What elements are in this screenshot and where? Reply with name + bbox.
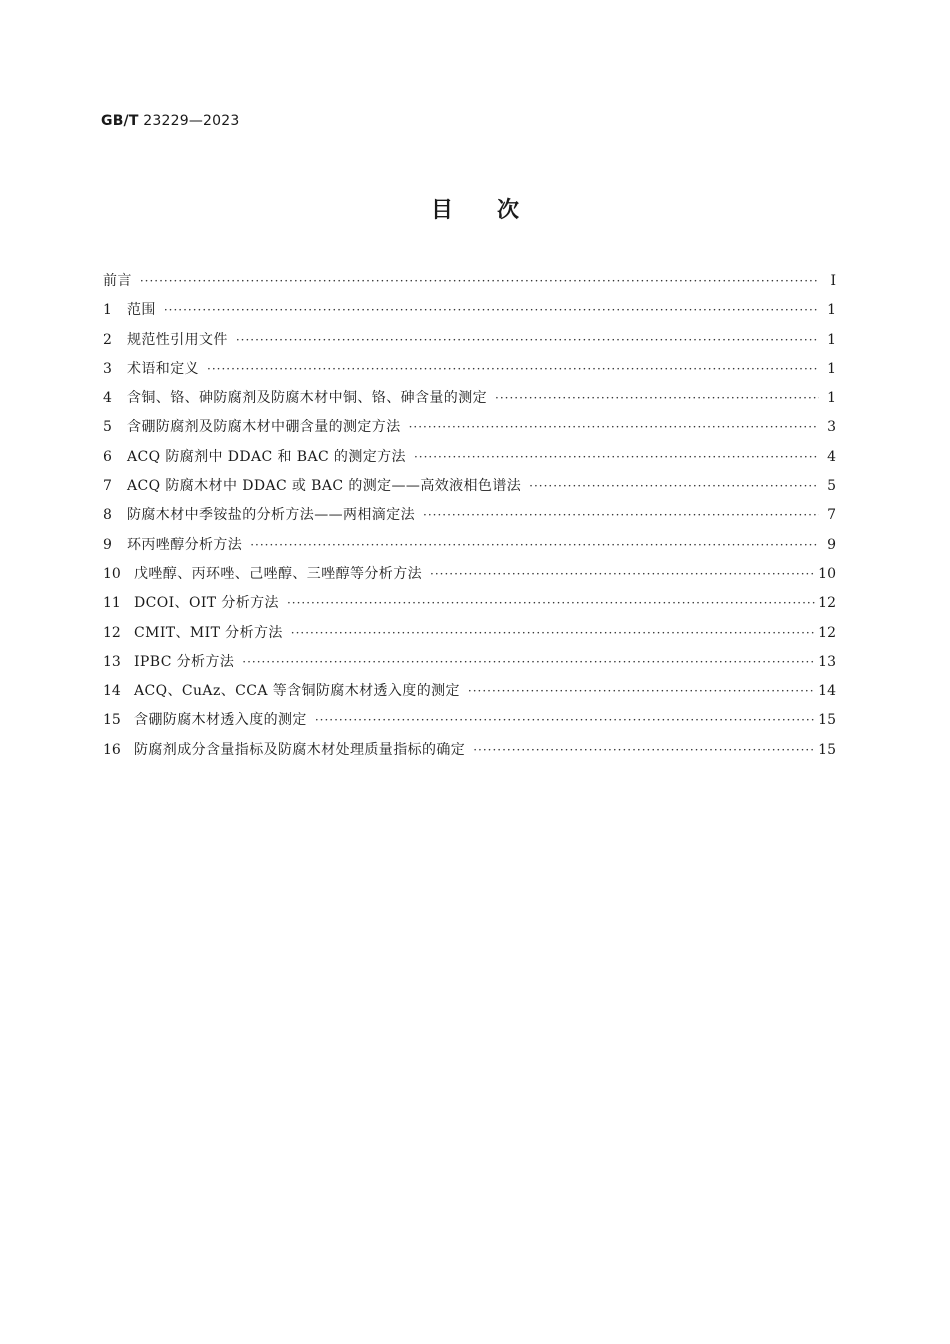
toc-entry-title: ACQ 防腐剂中 DDAC 和 BAC 的测定方法 [127,448,406,465]
toc-entry-number: 6 [103,448,112,465]
toc-dot-leader [414,450,819,464]
toc-dot-leader [140,274,819,288]
standard-number: 23229—2023 [143,113,240,129]
toc-entry[interactable] [103,534,836,563]
toc-entry-title: 含硼防腐木材透入度的测定 [134,712,307,729]
toc-entry-number: 15 [103,712,121,729]
standard-prefix: GB/T [101,113,139,129]
toc-dot-leader [495,391,819,405]
toc-entry[interactable] [103,358,836,387]
toc-entry[interactable] [103,563,836,592]
toc-entry-page: 10 [818,565,836,582]
toc-entry-page: 15 [818,712,836,729]
toc-dot-leader [291,626,815,640]
toc-entry-title: CMIT、MIT 分析方法 [134,624,283,641]
toc-entry-number: 8 [103,507,112,524]
toc-entry-page: 1 [827,390,836,407]
toc-entry-number: 13 [103,653,121,670]
toc-entry-page: 7 [827,507,836,524]
toc-entry-page: 9 [827,536,836,553]
toc-dot-leader [242,655,815,669]
toc-entry-page: Ⅰ [830,273,836,289]
toc-entry-number: 10 [103,565,121,582]
toc-entry[interactable] [103,709,836,738]
toc-entry-number: 5 [103,419,112,436]
toc-entry-title: 防腐木材中季铵盐的分析方法——两相滴定法 [127,507,415,524]
toc-entry[interactable] [103,475,836,504]
toc-entry-title: 防腐剂成分含量指标及防腐木材处理质量指标的确定 [134,741,466,758]
toc-entry-number: 1 [103,302,112,319]
toc-entry-title: 戊唑醇、丙环唑、己唑醇、三唑醇等分析方法 [134,565,422,582]
toc-dot-leader [207,362,819,376]
toc-entry[interactable] [103,387,836,416]
toc-entry-number: 4 [103,390,112,407]
toc-entry[interactable] [103,446,836,475]
toc-entry[interactable] [103,651,836,680]
standard-code [101,113,239,129]
toc-entry[interactable] [103,329,836,358]
toc-entry-title: ACQ 防腐木材中 DDAC 或 BAC 的测定——高效液相色谱法 [127,478,522,495]
table-of-contents [103,270,836,768]
toc-entry-number: 14 [103,683,121,700]
toc-entry-title: 含硼防腐剂及防腐木材中硼含量的测定方法 [127,419,401,436]
toc-entry[interactable] [103,416,836,445]
toc-entry[interactable] [103,299,836,328]
toc-entry-page: 1 [827,360,836,377]
toc-entry-page: 1 [827,302,836,319]
toc-entry-title: 含铜、铬、砷防腐剂及防腐木材中铜、铬、砷含量的测定 [127,390,487,407]
toc-entry[interactable] [103,739,836,768]
toc-dot-leader [409,420,819,434]
toc-entry-page: 13 [818,653,836,670]
toc-dot-leader [529,479,819,493]
toc-entry-number: 3 [103,360,112,377]
toc-entry-page: 12 [818,595,836,612]
toc-entry-number: 2 [103,331,112,348]
toc-entry-title: 前言 [103,273,132,289]
toc-entry-number: 12 [103,624,121,641]
toc-dot-leader [236,333,819,347]
page-title: 目次 [430,198,563,223]
toc-dot-leader [430,567,815,581]
toc-entry[interactable] [103,622,836,651]
toc-entry-title: 规范性引用文件 [127,331,228,348]
toc-entry-page: 3 [827,419,836,436]
toc-dot-leader [468,684,815,698]
toc-entry-title: 术语和定义 [127,360,199,377]
toc-entry-title: 环丙唑醇分析方法 [127,536,243,553]
toc-entry-page: 4 [827,448,836,465]
toc-dot-leader [473,743,815,757]
toc-entry-number: 16 [103,741,121,758]
toc-entry-page: 14 [818,683,836,700]
toc-entry[interactable] [103,504,836,533]
toc-entry-page: 1 [827,331,836,348]
toc-entry-number: 7 [103,478,112,495]
toc-entry-title: ACQ、CuAz、CCA 等含铜防腐木材透入度的测定 [134,683,460,700]
toc-dot-leader [164,303,819,317]
toc-entry-title: 范围 [127,302,156,319]
toc-entry-title: DCOI、OIT 分析方法 [134,595,279,612]
toc-entry[interactable] [103,680,836,709]
toc-entry-number: 11 [103,595,121,612]
toc-entry-title: IPBC 分析方法 [134,653,235,670]
toc-dot-leader [315,713,815,727]
toc-entry-page: 12 [818,624,836,641]
toc-entry-number: 9 [103,536,112,553]
toc-entry-page: 5 [827,478,836,495]
toc-dot-leader [423,508,819,522]
toc-entry[interactable] [103,270,836,299]
toc-entry[interactable] [103,592,836,621]
toc-dot-leader [287,596,815,610]
toc-entry-page: 15 [818,741,836,758]
toc-dot-leader [250,538,819,552]
